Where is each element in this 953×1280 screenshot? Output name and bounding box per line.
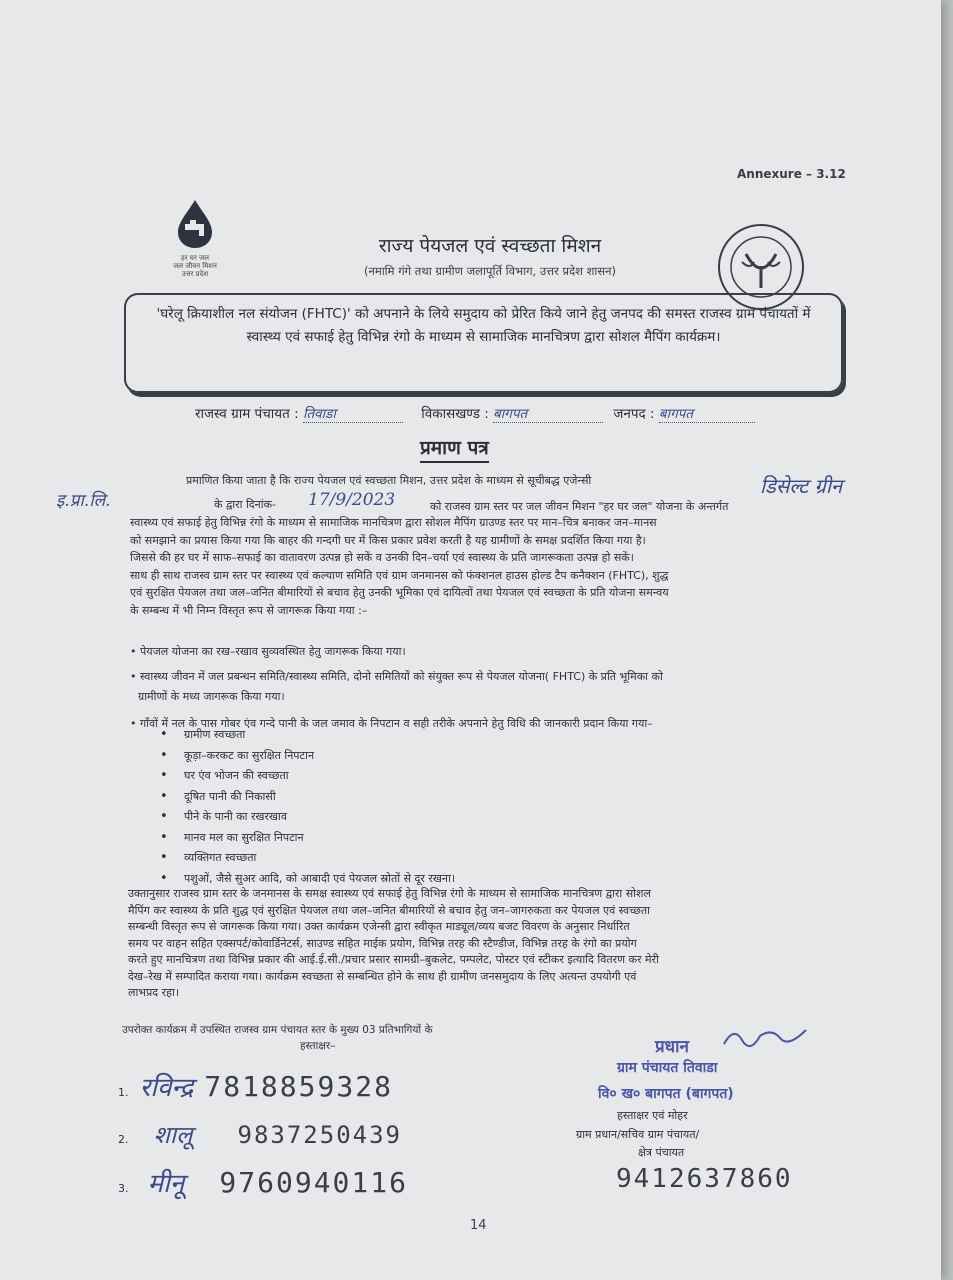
cert-line-1: प्रमाणित किया जाता है कि राज्य पेयजल एवं स्वच्छता मिशन, उत्तर प्रदेश के माध्यम से सूचीबद्ध एजेन्सी <box>186 474 592 487</box>
mission-subtitle: (नमामि गंगे तथा ग्रामीण जलापूर्ति विभाग, उत्तर प्रदेश शासन) <box>363 264 617 278</box>
water-drop-tap-icon <box>170 198 220 250</box>
closing-line: सम्बन्धी विस्तृत रूप से जागरूक किया गया। उक्त कार्यक्रम एजेन्सी द्वारा स्वीकृत माड्यूल/व्यय बजट विवरण के अनुसार निर्धारित <box>128 920 630 933</box>
list-item: • पशुओं, जैसे सुअर आदि, को आबादी एवं पेयजल स्रोतों से दूर रखना। <box>160 869 455 890</box>
point-item: • गाँवों में नल के पास गोबर एंव गन्दे पानी के जल जमाव के निपटान व सही तरीके अपनाने हेतु विधि की जानकारी प्रदान किया गया– <box>130 717 653 730</box>
list-item: • मानव मल का सुरक्षित निपटान <box>160 828 455 849</box>
pradhan-role-1: ग्राम प्रधान/सचिव ग्राम पंचायत/ <box>576 1128 700 1141</box>
pradhan-phone: 9412637860 <box>616 1164 793 1194</box>
block-value: बागपत <box>493 404 603 423</box>
logo-caption-3: उत्तर प्रदेश <box>181 270 209 278</box>
pradhan-signature-icon <box>720 1022 810 1052</box>
closing-line: मैपिंग कर स्वास्थ्य के प्रति शुद्ध एवं सुरक्षित पेयजल तथा जल–जनित बीमारियों से बचाव हेतु जन–जागरुकता कर पेयजल एवं स्वच्छता <box>128 903 651 917</box>
program-banner <box>124 293 843 393</box>
pradhan-role-2: क्षेत्र पंचायत <box>638 1146 685 1159</box>
point-item: ग्रामीणों के मध्य जागरूक किया गया। <box>138 690 285 703</box>
cert-paragraph <box>130 514 850 619</box>
district-value: बागपत <box>659 404 755 423</box>
list-item: • व्यक्तिगत स्वच्छता <box>160 848 455 869</box>
closing-line: करते हुए मानचित्रण तथा विभिन्न प्रकार की आई.ई.सी./प्रचार प्रसार सामग्री–बुकलेट, पम्पलेट, पोस्टर एवं स्टीकर इत्यादि वितरण कर मेरी <box>128 953 659 966</box>
cert-line-2b: को राजस्व ग्राम स्तर पर जल जीवन मिशन "हर घर जल" योजना के अन्तर्गत <box>430 500 729 513</box>
point-item: • पेयजल योजना का रख–रखाव सुव्यवस्थित हेतु जागरूक किया गया। <box>130 645 406 658</box>
participant-number: 1. <box>118 1086 129 1099</box>
participant-row <box>118 1068 393 1104</box>
logo-caption-1: हर घर जल <box>181 254 209 262</box>
closing-paragraph <box>128 886 850 1002</box>
participant-number: 2. <box>118 1133 129 1146</box>
list-item: • दूषित पानी की निकासी <box>160 787 455 808</box>
list-item: • घर एंव भोजन की स्वच्छता <box>160 766 455 787</box>
paragraph-line: स्वास्थ्य एवं सफाई हेतु विभिन्न रंगो के माध्यम से सामाजिक मानचित्रण द्वारा सोशल मैपिंग ग्राउण्ड स्तर पर मान–चित्र बनाकर जन–मानस <box>130 516 657 529</box>
mission-title: राज्य पेयजल एवं स्वच्छता मिशन <box>378 235 602 257</box>
participant-phone: 7818859328 <box>204 1070 393 1103</box>
district-label: जनपद : <box>613 406 655 422</box>
location-fields <box>195 404 755 423</box>
participant-phone: 9760940116 <box>219 1166 408 1199</box>
date-handwritten: 17/9/2023 <box>308 490 396 510</box>
list-item: • कूड़ा–करकट का सुरक्षित निपटान <box>160 746 455 767</box>
logo-caption-2: जल जीवन मिशन <box>173 262 217 270</box>
annexure-label: Annexure – 3.12 <box>737 167 846 181</box>
awareness-points <box>130 642 850 734</box>
participants-intro: उपरोक्त कार्यक्रम में उपस्थित राजस्व ग्राम पंचायत स्तर के मुख्य 03 प्रतिभागियों के <box>122 1024 433 1036</box>
point-item: • स्वास्थ्य जीवन में जल प्रबन्धन समिति/स्वास्थ्य समिति, दोनो समितियों को संयुक्त रूप से पेयजल योजना( FHTC) के प्रति भूमिका को <box>130 670 663 683</box>
closing-line: उक्तानुसार राजस्व ग्राम स्तर के जनमानस के समक्ष स्वास्थ्य एवं सफाई हेतु विभिन्न रंगो के माध्यम से सामाजिक मानचित्रण द्वारा सोशल <box>128 887 651 900</box>
participant-row <box>118 1118 402 1151</box>
paragraph-line: साथ ही साथ राजस्व ग्राम स्तर पर स्वास्थ्य एवं कल्याण समिति एवं ग्राम जनमानस को फंक्शनल हाउस होल्ड टैप कनैक्शन (FHTC), शुद्ध <box>130 568 669 582</box>
har-ghar-jal-logo <box>160 198 230 278</box>
agency-suffix-handwritten: इ.प्रा.लि. <box>56 491 111 511</box>
cert-line-2a: के द्वारा दिनांक- <box>214 498 277 511</box>
paragraph-line: को समझाने का प्रयास किया गया कि बाहर की गन्दगी घर में किस प्रकार प्रवेश करती है यह ग्रामीणों के समक्ष प्रदर्शित किया गया है। <box>130 533 646 547</box>
banner-text: 'घरेलू क्रियाशील नल संयोजन (FHTC)' को अपनाने के लिये समुदाय को प्रेरित किये जाने हेतु जनपद की समस्त राजस्व ग्राम पंचायतों में स्वास्थ्य एवं सफाई हेतु विभिन्न रंगो के माध्यम से सामाजिक मानचित्रण द्वारा सोशल मैपिंग कार्यक्रम। <box>156 306 811 345</box>
participant-name: शालू <box>153 1121 193 1149</box>
participant-row <box>118 1164 408 1200</box>
pradhan-stamp-line-2: ग्राम पंचायत तिवाडा <box>617 1060 718 1076</box>
participant-name: मीनू <box>147 1169 185 1199</box>
hygiene-bullet-list <box>160 725 455 889</box>
pradhan-stamp-line-1: प्रधान <box>655 1037 689 1057</box>
participant-name: रविन्द्र <box>139 1073 194 1103</box>
block-label: विकासखण्ड : <box>421 406 489 422</box>
page-number: 14 <box>470 1218 487 1233</box>
closing-line: लाभप्रद रहा। <box>128 986 179 999</box>
paragraph-line: के सम्बन्ध में भी निम्न विस्तृत रूप से जागरूक किया गया :– <box>130 603 368 617</box>
pradhan-stamp-line-3: वि० ख० बागपत (बागपत) <box>598 1086 734 1102</box>
gram-panchayat-value: तिवाडा <box>303 404 403 423</box>
paragraph-line: एवं सुरक्षित पेयजल तथा जल–जनित बीमारियों से बचाव हेतु उनकी भूमिका एवं दायित्वों तथा पेयजल एवं स्वच्छता के प्रति योजना समन्वय <box>130 586 669 599</box>
paragraph-line: जिससे की हर घर में साफ–सफाई का वातावरण उत्पन्न हो सकें व उनकी दिन–चर्या एवं स्वास्थ्य के प्रति जागरूकता उत्पन्न हो सकें। <box>130 551 634 564</box>
closing-line: समय पर वाहन सहित एक्सपर्ट/कोवार्डिनेटर्स, साउण्ड सहित माईक प्रयोग, विभिन्न तरह की स्टैण्डीज, विभिन्न तरह के रंगो का प्रयोग <box>128 936 637 950</box>
certificate-title: प्रमाण पत्र <box>420 434 489 463</box>
signature-label: हस्ताक्षर एवं मोहर <box>617 1109 688 1122</box>
agency-name-handwritten: डिसेल्ट ग्रीन <box>760 474 843 498</box>
gram-panchayat-label: राजस्व ग्राम पंचायत : <box>195 406 299 422</box>
list-item: • पीने के पानी का रखरखाव <box>160 807 455 828</box>
list-item: • ग्रामीण स्वच्छता <box>160 725 455 746</box>
participant-phone: 9837250439 <box>237 1121 402 1149</box>
participants-intro-2: हस्ताक्षर– <box>300 1040 336 1052</box>
closing-line: देख–रेख में सम्पादित कराया गया। कार्यक्रम स्वच्छता से सम्बन्धित होने के साथ ही ग्रामीण जनसमुदाय के लिए अत्यन्त उपयोगी एवं <box>128 969 637 983</box>
participant-number: 3. <box>118 1182 129 1195</box>
